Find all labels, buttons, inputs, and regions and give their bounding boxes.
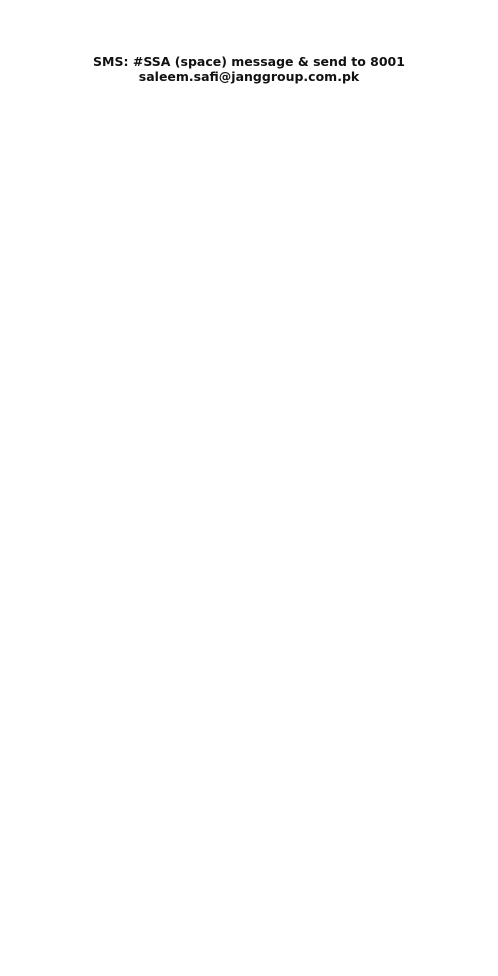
- article-body: [10, 92, 488, 968]
- sms-line: SMS: #SSA (space) message & send to 8001: [93, 54, 405, 69]
- headline: [10, 6, 488, 30]
- paragraph-3: [10, 838, 488, 968]
- paragraph-1: [10, 92, 488, 532]
- byline: [10, 32, 488, 52]
- paragraph-2: [10, 540, 488, 830]
- author-email[interactable]: saleem.safi@janggroup.com.pk: [138, 69, 360, 84]
